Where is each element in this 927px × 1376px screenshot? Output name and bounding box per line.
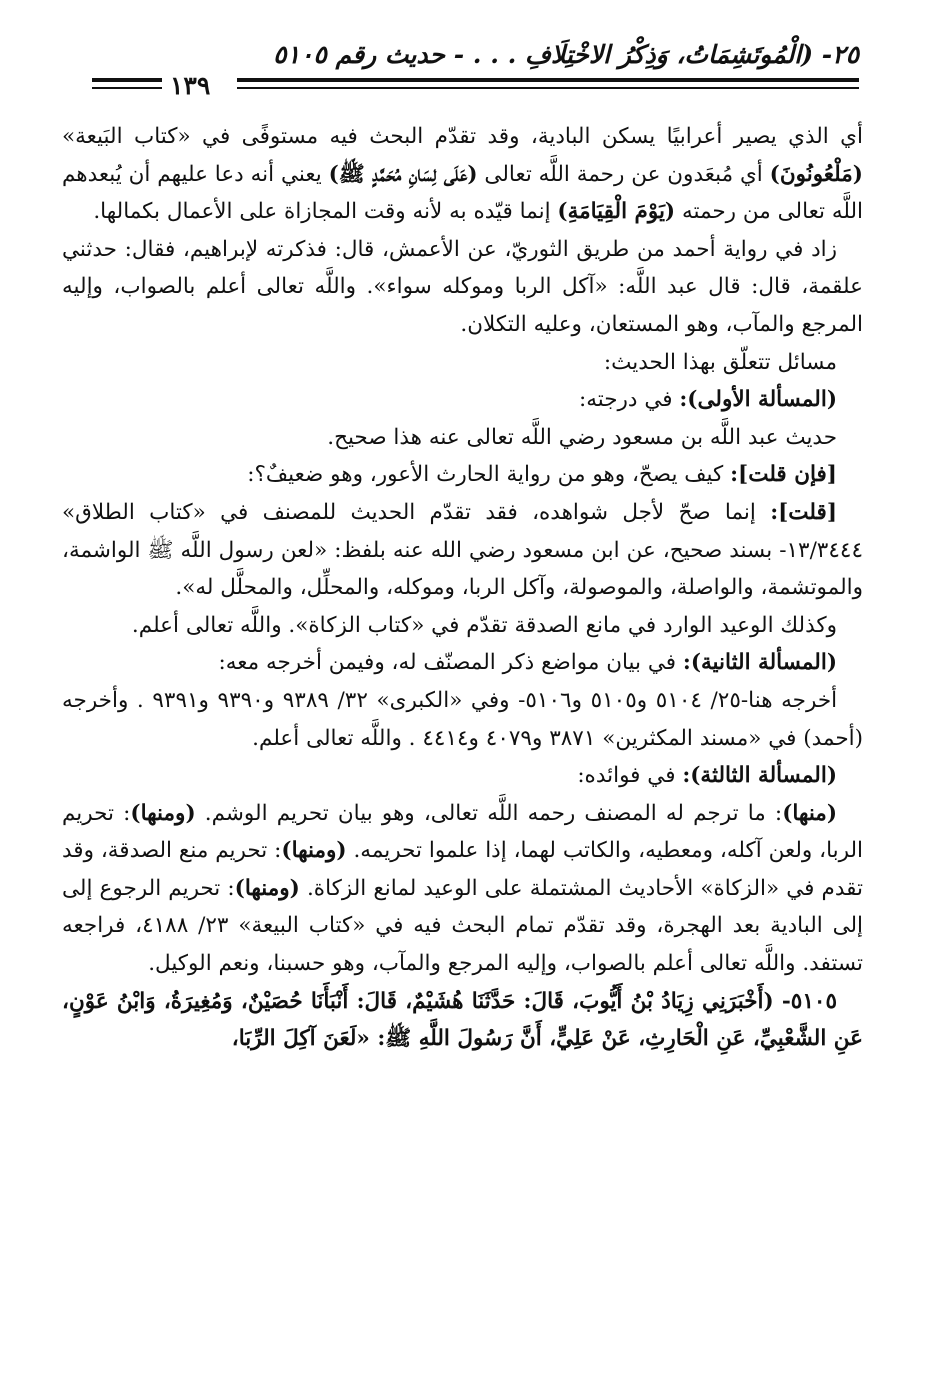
running-title: ٢٥- (الْمُوتَشِمَاتُ، وَذِكْرُ الاخْتِلَافِ . . . - حديث رقم ٥١٠٥ bbox=[273, 40, 859, 69]
bold-text-segment: (عَلَى لِسَانِ مُحَمَّدٍ ﷺ) bbox=[328, 161, 478, 187]
text-segment: إنما قيّده به لأنه وقت المجازاة على الأعمال بكمالها. bbox=[93, 199, 558, 225]
text-segment: أخرجه هنا-٢٥/ ٥١٠٤ و٥١٠٥ و٥١٠٦- وفي «الكبرى» ٣٢/ ٩٣٨٩ و٩٣٩٠ و٩٣٩١ . وأخرجه (أحمد) في «مسند المكثرين» ٣٨٧١ و٤٠٧٩ و٤٤١٤ . واللَّه تعالى أعلم. bbox=[62, 687, 863, 751]
header-rule bbox=[237, 78, 859, 82]
bold-text-segment: [قلت]: bbox=[770, 499, 837, 525]
text-segment: في فوائده: bbox=[577, 763, 683, 789]
text-segment: مسائل تتعلّق بهذا الحديث: bbox=[603, 349, 837, 375]
text-segment: : ما ترجم له المصنف رحمه اللَّه تعالى، وهو بيان تحريم الوشم. bbox=[195, 800, 783, 826]
bold-text-segment: (يَوْمَ الْقِيَامَةِ) bbox=[557, 199, 676, 225]
bold-text-segment: (المسألة الثانية): bbox=[682, 650, 837, 676]
text-segment: زاد في رواية أحمد من طريق الثوريّ، عن الأعمش، قال: فذكرته لإبراهيم، فقال: حدثني علقمة، قال: قال عبد اللَّه: «آكل الربا وموكله سواء». واللَّه تعالى أعلم بالصواب، وإليه المرجع والمآب، وهو المستعان، وعليه التكلان. bbox=[62, 236, 863, 337]
paragraph bbox=[62, 644, 863, 682]
paragraph bbox=[62, 381, 863, 419]
text-segment: أي مُبعَدون عن رحمة اللَّه تعالى bbox=[477, 161, 770, 187]
bold-text-segment: (المسألة الأولى): bbox=[679, 387, 837, 413]
paragraph bbox=[62, 231, 863, 344]
paragraph bbox=[62, 494, 863, 607]
header-rule bbox=[92, 87, 162, 89]
text-segment: حديث عبد اللَّه بن مسعود رضي اللَّه تعالى عنه هذا صحيح. bbox=[327, 424, 837, 450]
paragraph bbox=[62, 795, 863, 983]
bold-text-segment: (منها) bbox=[782, 800, 837, 826]
paragraph bbox=[62, 456, 863, 494]
text-segment: في بيان مواضع ذكر المصنّف له، وفيمن أخرجه معه: bbox=[218, 650, 683, 676]
text-segment: : تحريم الرجوع إلى إلى البادية بعد الهجرة، وقد تقدّم تمام البحث فيه في «كتاب البيعة» ٢٣/ ٤١٨٨، فراجعه تستفد. واللَّه تعالى أعلم بالصواب، وإليه المرجع والمآب، وهو حسبنا، ونعم الوكيل. bbox=[62, 875, 864, 977]
paragraph bbox=[62, 983, 863, 1058]
text-segment: : تحريم منع الصدقة، وقد تقدم في «الزكاة» الأحاديث المشتملة على الوعيد لمانع الزكاة. bbox=[62, 838, 863, 901]
bold-text-segment: (ومنها) bbox=[130, 800, 196, 826]
bold-text-segment: [فإن قلت]: bbox=[730, 462, 837, 488]
text-segment: أي الذي يصير أعرابيًا يسكن البادية، وقد تقدّم البحث فيه مستوفًى في «كتاب البَيعة» bbox=[62, 124, 863, 149]
page-number: ١٣٩ bbox=[170, 71, 211, 100]
page-body bbox=[62, 118, 863, 1058]
header-rule bbox=[237, 87, 859, 89]
paragraph bbox=[62, 757, 863, 795]
paragraph bbox=[62, 682, 863, 757]
bold-text-segment: (مَلْعُونُونَ) bbox=[769, 161, 863, 187]
paragraph bbox=[62, 118, 863, 231]
text-segment: وكذلك الوعيد الوارد في مانع الصدقة تقدّم في «كتاب الزكاة». واللَّه تعالى أعلم. bbox=[131, 612, 837, 638]
text-segment: يعني أنه دعا عليهم أن يُبعدهم اللَّه تعالى من رحمته bbox=[62, 161, 863, 225]
text-segment: إنما صحّ لأجل شواهده، فقد تقدّم الحديث للمصنف في «كتاب الطلاق» ١٣/٣٤٤٤- بسند صحيح، عن ابن مسعود رضي الله عنه بلفظ: «لعن رسول اللَّه ﷺ الواشمة، والموتشمة، والواصلة، والموصولة، وآكل الربا، وموكله، والمحلِّل، والمحلَّل له». bbox=[62, 499, 863, 601]
bold-text-segment: (ومنها) bbox=[234, 875, 300, 901]
text-segment: : تحريم الربا، ولعن آكله، ومعطيه، والكاتب لهما، إذا علموا تحريمه. bbox=[62, 800, 863, 864]
paragraph bbox=[62, 607, 863, 645]
bold-text-segment: (ومنها) bbox=[281, 838, 347, 864]
text-segment: كيف يصحّ، وهو من رواية الحارث الأعور، وهو ضعيفٌ؟: bbox=[247, 462, 731, 488]
paragraph bbox=[62, 419, 863, 457]
bold-text-segment: ٥١٠٥- (أَخْبَرَنِي زِيَادُ بْنُ أَيُّوبَ، قَالَ: حَدَّثَنَا هُشَيْمٌ، قَالَ: أَنْبَأَنَا حُصَيْنٌ، وَمُغِيرَةُ، وَابْنُ عَوْنٍ، عَنِ الشَّعْبِيِّ، عَنِ الْحَارِثِ، عَنْ عَلِيٍّ، أَنَّ رَسُولَ اللَّهِ ﷺ: «لَعَنَ آكِلَ الرِّبَا، bbox=[62, 988, 863, 1052]
bold-text-segment: (المسألة الثالثة): bbox=[682, 763, 837, 789]
text-segment: في درجته: bbox=[579, 387, 680, 413]
page-header bbox=[92, 38, 859, 98]
paragraph bbox=[62, 344, 863, 382]
header-rule bbox=[92, 78, 162, 82]
